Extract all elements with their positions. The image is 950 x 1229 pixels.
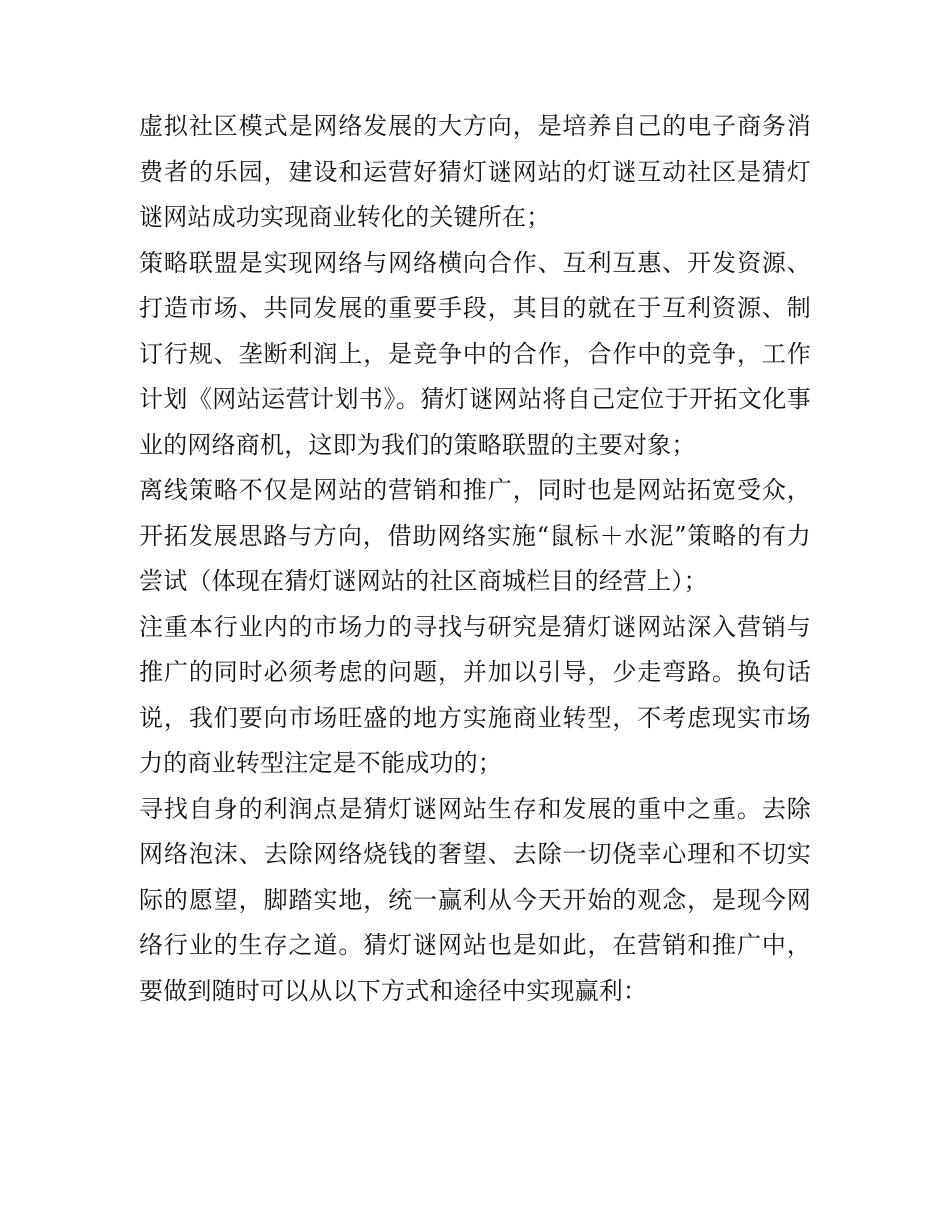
document-body [139,104,811,1014]
paragraph-profit-point: 寻找自身的利润点是猜灯谜网站生存和发展的重中之重。去除网络泡沫、去除网络烧钱的奢望、去除一切侥幸心理和不切实际的愿望，脚踏实地，统一赢利从今天开始的观念，是现今网络行业的生存之道。猜灯谜网站也是如此，在营销和推广中，要做到随时可以从以下方式和途径中实现赢利： [139,794,811,1005]
paragraph-market-force: 注重本行业内的市场力的寻找与研究是猜灯谜网站深入营销与推广的同时必须考虑的问题，并加以引导，少走弯路。换句话说，我们要向市场旺盛的地方实施商业转型，不考虑现实市场力的商业转型注定是不能成功的； [139,612,811,777]
paragraph-virtual-community: 虚拟社区模式是网络发展的大方向，是培养自己的电子商务消费者的乐园，建设和运营好猜灯谜网站的灯谜互动社区是猜灯谜网站成功实现商业转化的关键所在； [139,112,811,231]
paragraph-offline-strategy: 离线策略不仅是网站的营销和推广，同时也是网站拓宽受众，开拓发展思路与方向，借助网络实施“鼠标＋水泥”策略的有力尝试（体现在猜灯谜网站的社区商城栏目的经营上）； [139,476,811,595]
paragraph-strategic-alliance: 策略联盟是实现网络与网络横向合作、互利互惠、开发资源、打造市场、共同发展的重要手段，其目的就在于互利资源、制订行规、垄断利润上，是竞争中的合作，合作中的竞争，工作计划《网站运营计划书》。猜灯谜网站将自己定位于开拓文化事业的网络商机，这即为我们的策略联盟的主要对象； [139,248,811,459]
